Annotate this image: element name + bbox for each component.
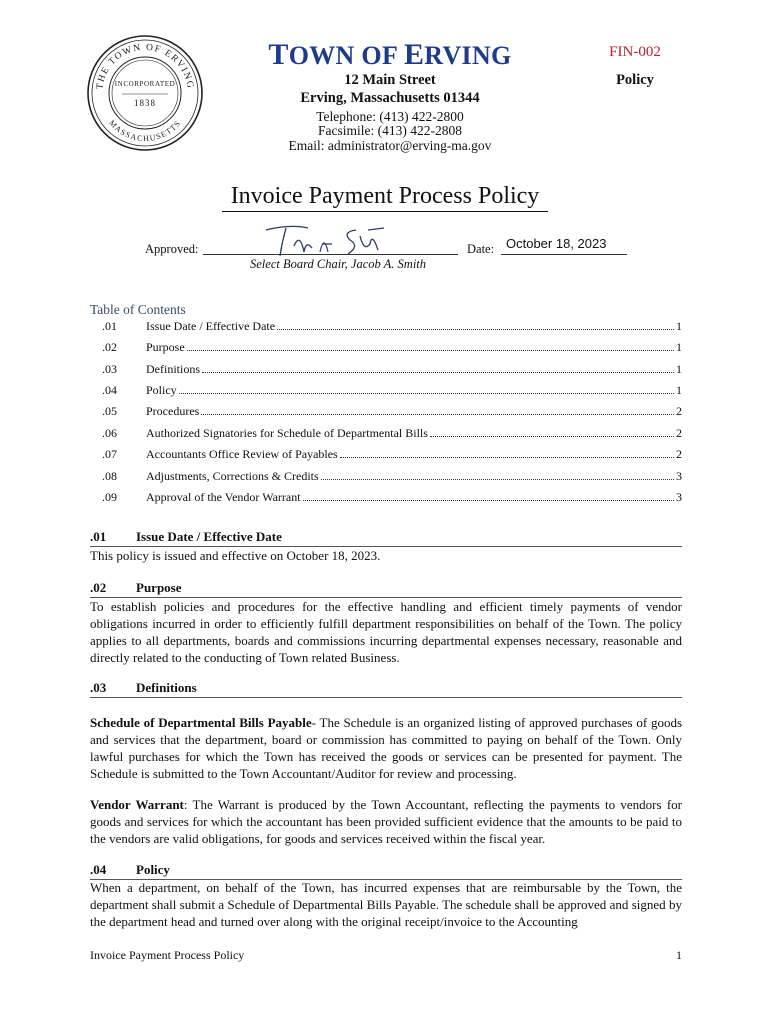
toc-entry[interactable] [90,490,682,508]
toc-entry[interactable] [90,383,682,401]
section-03-heading: .03 Definitions [90,680,682,698]
policy-title: Invoice Payment Process Policy [230,183,540,209]
toc-number: .04 [102,383,117,397]
toc-title: Accountants Office Review of Payables [146,447,338,461]
toc-entry[interactable] [90,404,682,422]
town-title: TOWN OF ERVING [268,38,512,71]
toc-page: 1 [676,362,682,376]
toc-leader [430,435,674,437]
address-city: Erving, Massachusetts 01344 [300,90,480,106]
toc-leader [187,349,674,351]
seal-ring-top: THE TOWN OF ERVING [95,42,195,91]
email: Email: administrator@erving-ma.gov [288,138,492,153]
toc-leader [277,328,674,330]
toc-title: Authorized Signatories for Schedule of Departmental Bills [146,426,428,440]
facsimile: Facsimile: (413) 422-2808 [318,123,462,138]
toc-leader [179,392,674,394]
definition-warrant: Vendor Warrant: The Warrant is produced by the Town Accountant, reflecting the payments to vendors for goods and services for which the accountant has been provided sufficient evidence that the amounts to be paid to the vendors are valid obligations, for goods and services received within the fiscal year. [90,797,682,846]
toc-page: 1 [676,340,682,354]
handwritten-signature [260,222,390,258]
toc-leader [202,371,674,373]
approved-label: Approved: [145,242,199,256]
definition-schedule: Schedule of Departmental Bills Payable- The Schedule is an organized listing of approved purchases of goods and services that the department, board or commission has committed to paying on behalf of the Town. Only lawful purchases for which the Town has received the goods or services can be presented for payment. The Schedule is submitted to the Town Accountant/Auditor for review and processing. [90,715,683,781]
toc-title: Approval of the Vendor Warrant [146,490,301,504]
toc-number: .03 [102,362,117,376]
toc-page: 2 [676,447,682,461]
section-01-heading: .01 Issue Date / Effective Date [90,529,682,547]
toc-leader [340,456,674,458]
toc-number: .09 [102,490,117,504]
telephone: Telephone: (413) 422-2800 [316,109,464,124]
definition-term: Vendor Warrant [90,797,184,812]
toc-number: .01 [102,319,117,333]
toc-title: Adjustments, Corrections & Credits [146,469,319,483]
seal-incorporated: INCORPORATED [114,80,176,88]
toc-page: 3 [676,469,682,483]
toc-entry[interactable] [90,319,682,337]
address-street: 12 Main Street [344,72,436,88]
toc-page: 1 [676,383,682,397]
toc-number: .06 [102,426,117,440]
document-code: FIN-002 [609,44,661,60]
approval-date: October 18, 2023 [506,236,607,251]
toc-entry[interactable] [90,447,682,465]
document-type: Policy [616,72,654,88]
date-line [501,254,627,255]
toc-number: .02 [102,340,117,354]
title-underline [222,211,548,212]
toc-number: .08 [102,469,117,483]
toc-entry[interactable] [90,469,682,487]
toc-leader [303,499,674,501]
section-02-text: To establish policies and procedures for the effective handling and efficient timely payments of vendor obligations incurred in order to efficiently fulfill department responsibilities on behalf of the Town. The policy applies to all departments, boards and commissions incurring departmental expenses necessary, reasonable and directly related to the conducting of Town related Business. [90,599,682,665]
toc-page: 2 [676,426,682,440]
toc-leader [321,478,674,480]
toc-entry[interactable] [90,362,682,380]
toc-title: Issue Date / Effective Date [146,319,276,333]
toc-number: .05 [102,404,117,418]
signer-caption: Select Board Chair, Jacob A. Smith [250,257,427,271]
date-label: Date: [467,242,495,256]
seal-ring-bottom: MASSACHUSETTS [107,118,183,144]
town-seal-logo [86,34,204,152]
page-number: 1 [676,948,682,962]
toc-page: 3 [676,490,682,504]
toc-entry[interactable] [90,426,682,444]
toc-entry[interactable] [90,340,682,358]
toc-title: Policy [146,383,177,397]
section-02-heading: .02 Purpose [90,580,682,598]
toc-leader [201,413,674,415]
toc-page: 1 [676,319,682,333]
definition-term: Schedule of Departmental Bills Payable [90,715,312,730]
section-01-text: This policy is issued and effective on October 18, 2023. [90,548,381,563]
toc-title: Procedures [146,404,200,418]
section-04-text: When a department, on behalf of the Town, has incurred expenses that are reimbursable by the Town, the department shall submit a Schedule of Departmental Bills Payable. The schedule shall be approved and signed by the department head and turned over along with the original receipt/invoice to the Accounting [90,880,682,929]
toc-number: .07 [102,447,117,461]
toc-title: Purpose [146,340,185,354]
toc-page: 2 [676,404,682,418]
toc-title: Definitions [146,362,200,376]
seal-year: 1838 [134,98,156,108]
footer-title: Invoice Payment Process Policy [90,948,245,962]
section-04-heading: .04 Policy [90,862,682,880]
toc-heading: Table of Contents [90,302,186,317]
